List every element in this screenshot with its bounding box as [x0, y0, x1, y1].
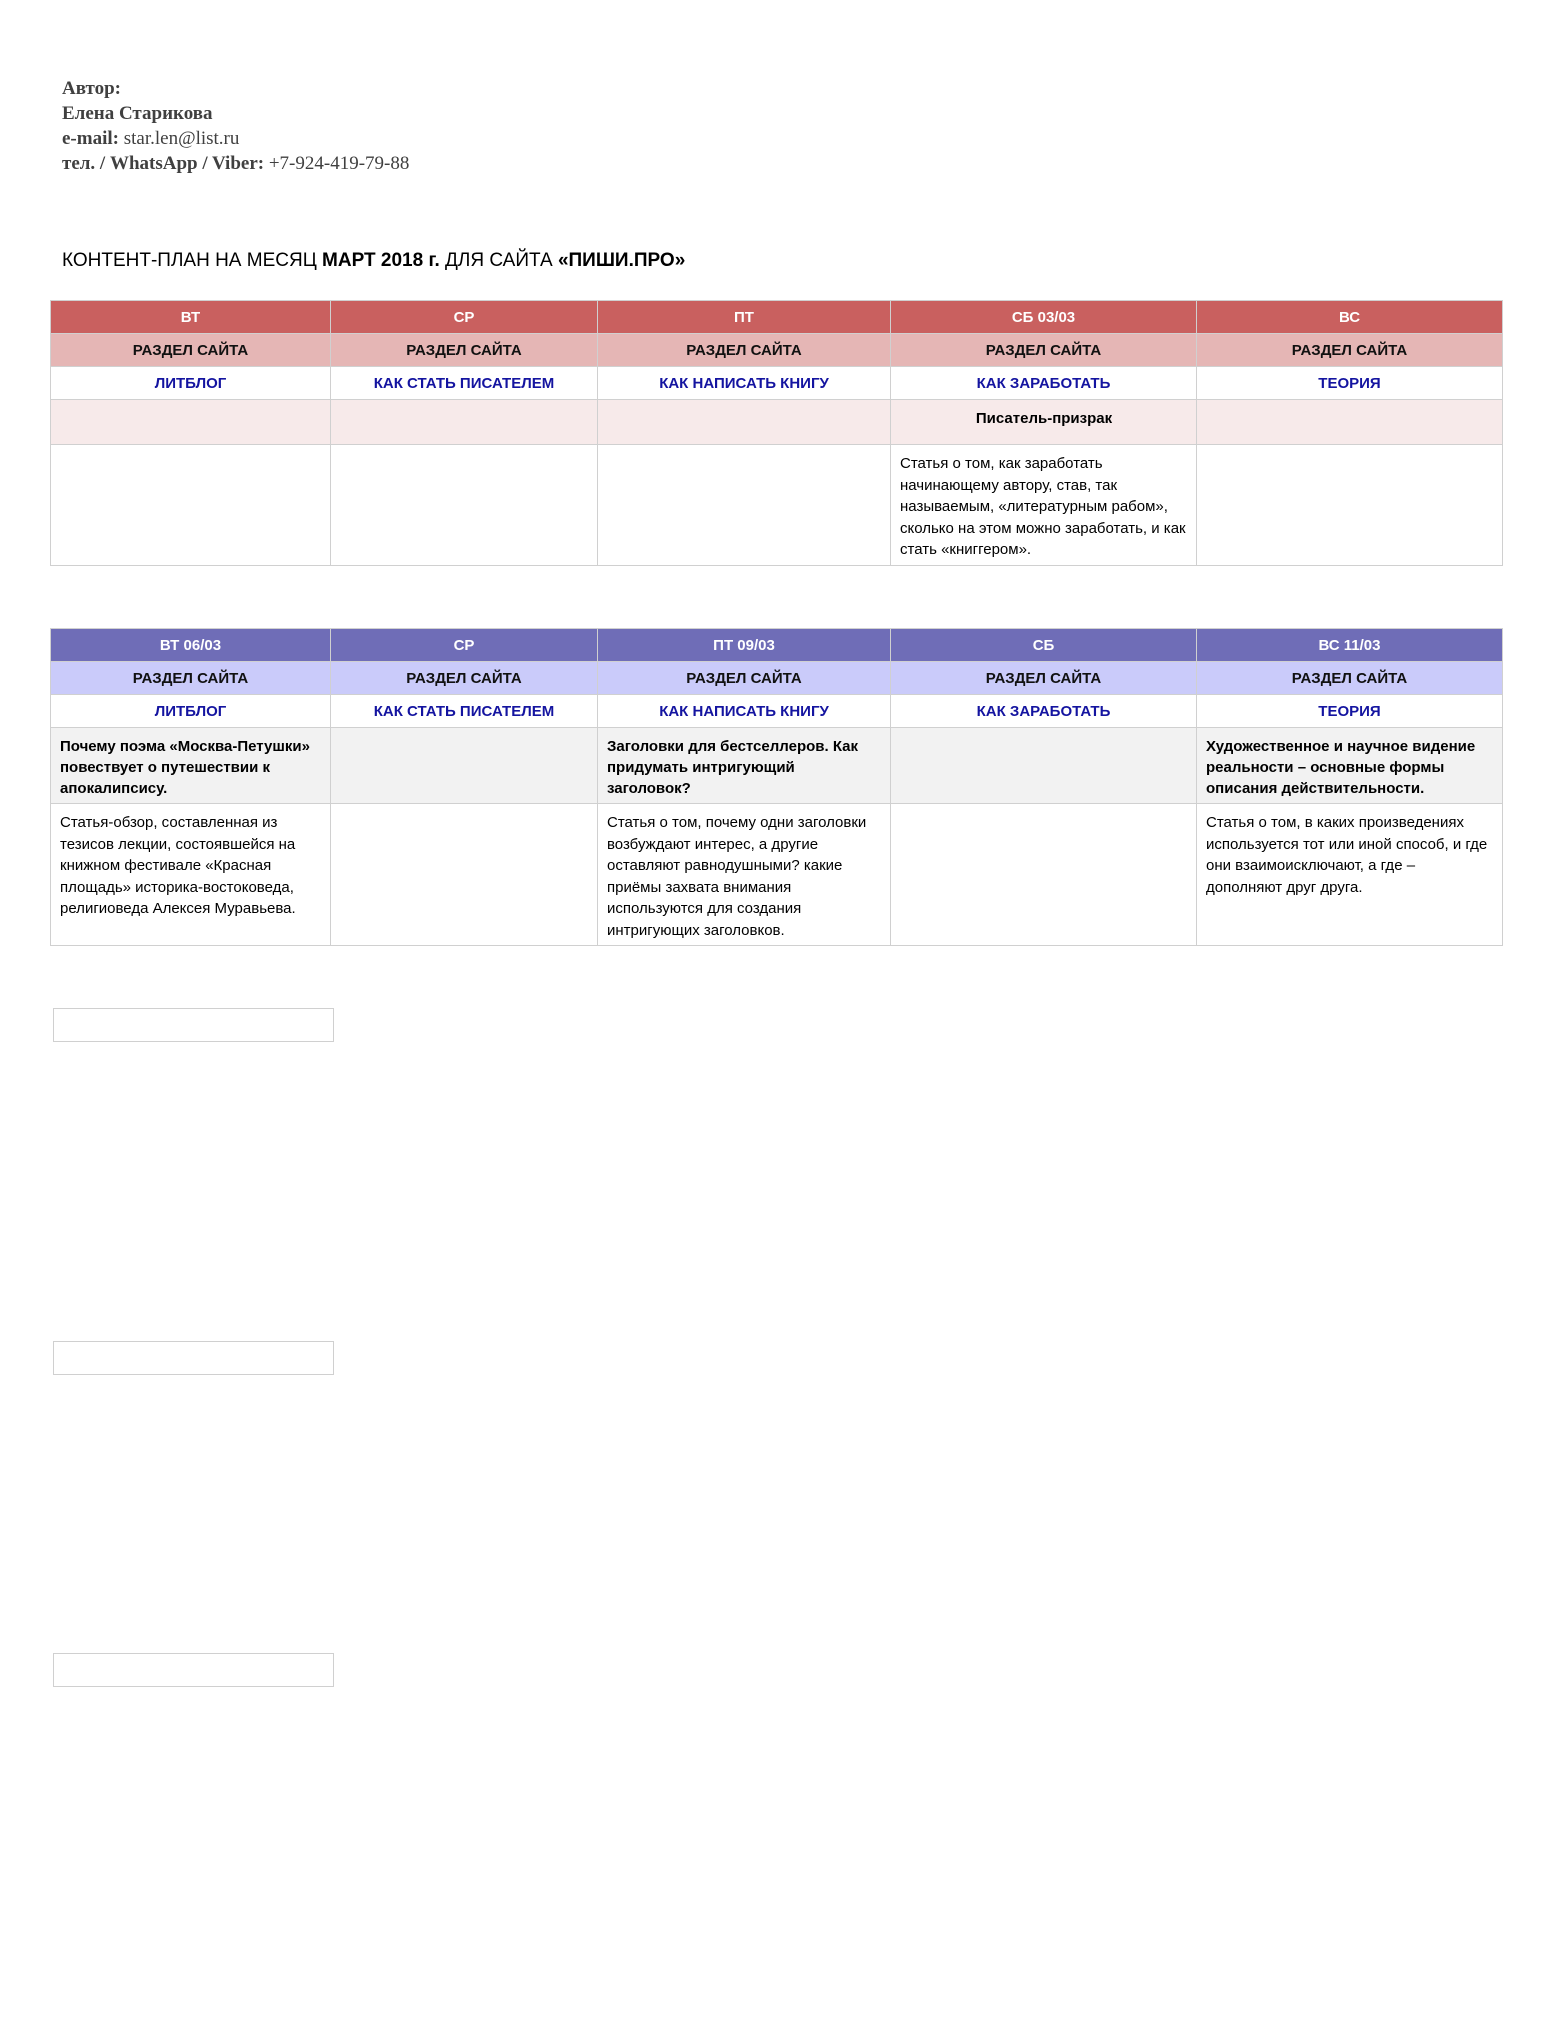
description-cell	[331, 804, 598, 946]
plan-title-prefix: КОНТЕНТ-ПЛАН НА МЕСЯЦ	[62, 250, 323, 271]
author-name: Елена Старикова	[62, 103, 213, 124]
day-header: ВС	[1197, 301, 1503, 334]
topic-cell: Почему поэма «Москва-Петушки» повествует о путешествии к апокалипсису.	[51, 728, 331, 804]
section-label: РАЗДЕЛ САЙТА	[1197, 662, 1503, 695]
category-theory: ТЕОРИЯ	[1197, 367, 1503, 400]
category-litblog: ЛИТБЛОГ	[51, 695, 331, 728]
topic-cell	[598, 400, 891, 445]
topic-cell: Заголовки для бестселлеров. Как придумать интригующий заголовок?	[598, 728, 891, 804]
description-cell	[1197, 445, 1503, 566]
topic-cell	[891, 728, 1197, 804]
week-4-table: …	[53, 1341, 1505, 1375]
section-label: РАЗДЕЛ САЙТА	[891, 662, 1197, 695]
day-header: СР	[331, 301, 598, 334]
description-cell: Статья о том, как заработать начинающему автору, став, так называемым, «литературным рабом», сколько на этом можно заработать, и как стать «книггером».	[891, 445, 1197, 566]
category-write-book: КАК НАПИСАТЬ КНИГУ	[598, 367, 891, 400]
description-cell	[891, 804, 1197, 946]
category-theory: ТЕОРИЯ	[1197, 695, 1503, 728]
description-cell: Статья о том, почему одни заголовки возбуждают интерес, а другие оставляют равнодушными? какие приёмы захвата внимания используются для создания интригующих заголовков.	[598, 804, 891, 946]
topic-cell: Писатель-призрак	[891, 400, 1197, 445]
day-header: СР	[331, 629, 598, 662]
description-cell	[51, 445, 331, 566]
day-header: ВТ	[51, 301, 331, 334]
section-label: РАЗДЕЛ САЙТА	[598, 334, 891, 367]
section-label: РАЗДЕЛ САЙТА	[331, 662, 598, 695]
section-label: РАЗДЕЛ САЙТА	[1197, 334, 1503, 367]
description-cell: Статья о том, в каких произведениях используется тот или иной способ, и где они взаимоисключают, а где – дополняют друг друга.	[1197, 804, 1503, 946]
email-label: e-mail:	[62, 128, 119, 149]
category-become-writer: КАК СТАТЬ ПИСАТЕЛЕМ	[331, 695, 598, 728]
category-earn: КАК ЗАРАБОТАТЬ	[891, 695, 1197, 728]
day-header: ПТ 09/03	[598, 629, 891, 662]
section-label: РАЗДЕЛ САЙТА	[891, 334, 1197, 367]
plan-site: «ПИШИ.ПРО»	[557, 250, 686, 271]
week-3-table: …	[53, 1008, 1505, 1042]
topic-cell	[331, 400, 598, 445]
category-litblog: ЛИТБЛОГ	[51, 367, 331, 400]
week-5-table: …	[53, 1653, 1505, 1687]
description-cell	[598, 445, 891, 566]
category-become-writer: КАК СТАТЬ ПИСАТЕЛЕМ	[331, 367, 598, 400]
topic-cell	[51, 400, 331, 445]
day-header: ПТ	[598, 301, 891, 334]
description-cell	[331, 445, 598, 566]
description-cell: Статья-обзор, составленная из тезисов лекции, состоявшейся на книжном фестивале «Красная площадь» историка-востоковеда, религиоведа Алексея Муравьева.	[51, 804, 331, 946]
author-block	[62, 76, 409, 176]
section-label: РАЗДЕЛ САЙТА	[331, 334, 598, 367]
author-label: Автор:	[62, 78, 121, 99]
section-label: РАЗДЕЛ САЙТА	[598, 662, 891, 695]
author-email: star.len@list.ru	[123, 128, 240, 149]
day-header: ВС 11/03	[1197, 629, 1503, 662]
plan-month: МАРТ 2018 г.	[322, 250, 440, 271]
category-earn: КАК ЗАРАБОТАТЬ	[891, 367, 1197, 400]
topic-cell	[331, 728, 598, 804]
phone-label: тел. / WhatsApp / Viber:	[62, 153, 265, 174]
day-header: СБ 03/03	[891, 301, 1197, 334]
plan-title-mid: ДЛЯ САЙТА	[439, 250, 558, 271]
section-label: РАЗДЕЛ САЙТА	[51, 334, 331, 367]
week-2-table	[50, 628, 1503, 946]
topic-cell	[1197, 400, 1503, 445]
plan-title	[62, 250, 685, 272]
category-write-book: КАК НАПИСАТЬ КНИГУ	[598, 695, 891, 728]
week-1-table	[50, 300, 1503, 566]
section-label: РАЗДЕЛ САЙТА	[51, 662, 331, 695]
day-header: ВТ 06/03	[51, 629, 331, 662]
topic-cell: Художественное и научное видение реальности – основные формы описания действительности.	[1197, 728, 1503, 804]
day-header: СБ	[891, 629, 1197, 662]
author-phone: +7-924-419-79-88	[268, 153, 410, 174]
